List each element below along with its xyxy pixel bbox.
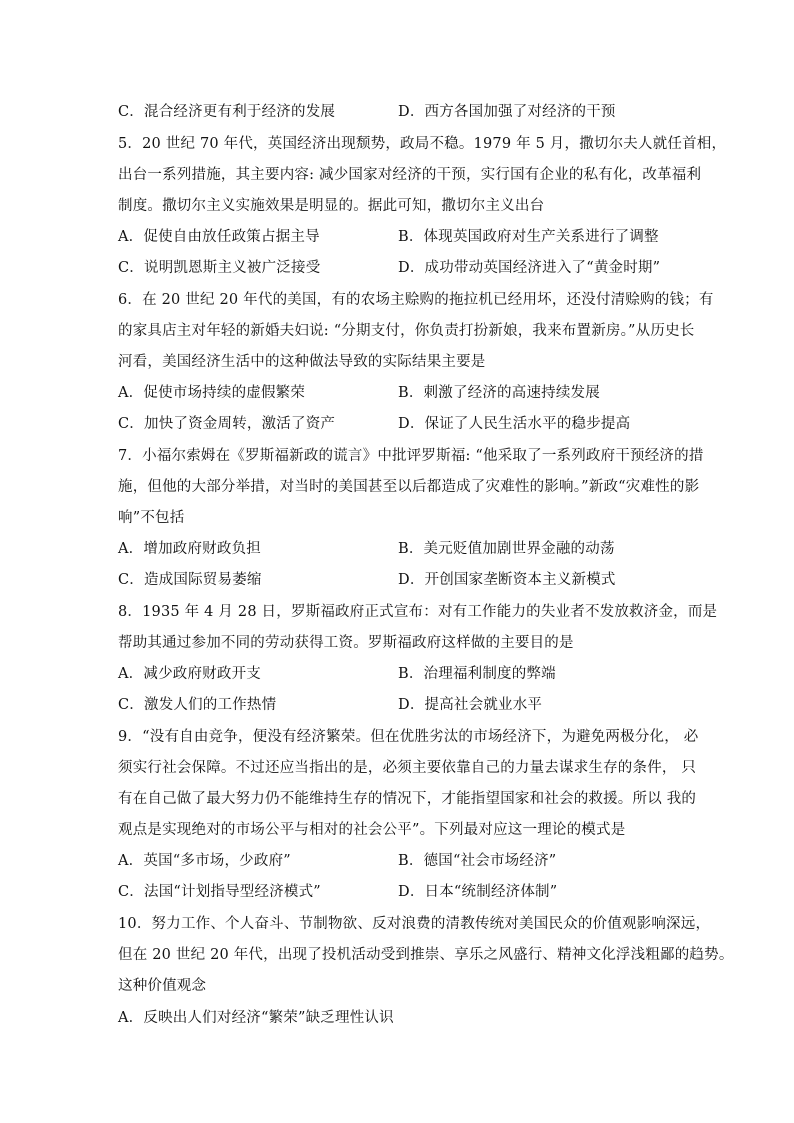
q4-option-c: C．混合经济更有利于经济的发展 <box>118 104 336 120</box>
q7-option-d: D．开创国家垄断资本主义新模式 <box>398 572 616 588</box>
q8-stem-line-2: 帮助其通过参加不同的劳动获得工资。罗斯福政府这样做的主要目的是 <box>118 635 574 651</box>
q9-option-c: C．法国“计划指导型经济模式” <box>118 884 321 900</box>
q6-option-d: D．保证了人民生活水平的稳步提高 <box>398 416 631 432</box>
q10-stem-line-1: 10．努力工作、个人奋斗、节制物欲、反对浪费的清教传统对美国民众的价值观影响深远， <box>118 916 711 932</box>
q8-option-c: C．激发人们的工作热情 <box>118 697 277 713</box>
q10-stem-line-3: 这种价值观念 <box>118 978 207 994</box>
q9-option-b: B．德国“社会市场经济” <box>398 853 557 869</box>
q5-option-b: B．体现英国政府对生产关系进行了调整 <box>398 229 659 245</box>
q8-option-b: B．治理福利制度的弊端 <box>398 666 556 682</box>
q5-option-d: D．成功带动英国经济进入了“黄金时期” <box>398 260 661 276</box>
q6-stem-line-2: 的家具店主对年轻的新婚夫妇说: “分期支付，你负责打扮新娘，我来布置新房。”从历史长 <box>118 323 695 339</box>
q7-stem-line-1: 7．小福尔索姆在《罗斯福新政的谎言》中批评罗斯福: “他采取了一系列政府干预经济的措 <box>118 448 704 464</box>
q7-option-b: B．美元贬值加剧世界金融的动荡 <box>398 541 615 557</box>
q4-option-d: D．西方各国加强了对经济的干预 <box>398 104 616 120</box>
q8-option-a: A．减少政府财政开支 <box>118 666 261 682</box>
q5-option-a: A．促使自由放任政策占据主导 <box>118 229 320 245</box>
q5-stem-line-3: 制度。撒切尔主义实施效果是明显的。据此可知，撒切尔主义出台 <box>118 198 545 214</box>
q9-stem-line-2: 须实行社会保障。不过还应当指出的是，必须主要依靠自己的力量去谋求生存的条件， 只 <box>118 760 697 776</box>
q5-stem-line-2: 出台一系列措施，其主要内容: 减少国家对经济的干预，实行国有企业的私有化，改革福利 <box>118 167 702 183</box>
q9-option-a: A．英国“多市场，少政府” <box>118 853 291 869</box>
q10-stem-line-2: 但在 20 世纪 20 年代，出现了投机活动受到推崇、享乐之风盛行、精神文化浮浅粗鄙的趋势。 <box>118 947 734 963</box>
q8-stem-line-1: 8．1935 年 4 月 28 日，罗斯福政府正式宣布：对有工作能力的失业者不发放救济金，而是 <box>118 604 718 620</box>
q8-option-d: D．提高社会就业水平 <box>398 697 543 713</box>
q5-stem-line-1: 5．20 世纪 70 年代，英国经济出现颓势，政局不稳。1979 年 5 月，撒切尔夫人就任首相， <box>118 136 727 152</box>
q10-option-a: A．反映出人们对经济“繁荣”缺乏理性认识 <box>118 1010 394 1026</box>
q7-stem-line-3: 响”不包括 <box>118 510 185 526</box>
q6-option-a: A．促使市场持续的虚假繁荣 <box>118 385 306 401</box>
q7-option-c: C．造成国际贸易萎缩 <box>118 572 262 588</box>
q9-option-d: D．日本“统制经济体制” <box>398 884 558 900</box>
q6-option-c: C．加快了资金周转，激活了资产 <box>118 416 336 432</box>
q7-stem-line-2: 施，但他的大部分举措，对当时的美国甚至以后都造成了灾难性的影响。”新政“灾难性的影 <box>118 479 700 495</box>
q9-stem-line-3: 有在自己做了最大努力仍不能维持生存的情况下，才能指望国家和社会的救援。所以 我的 <box>118 791 697 807</box>
q6-stem-line-3: 河看，美国经济生活中的这种做法导致的实际结果主要是 <box>118 354 486 370</box>
q5-option-c: C．说明凯恩斯主义被广泛接受 <box>118 260 321 276</box>
q6-option-b: B．刺激了经济的高速持续发展 <box>398 385 600 401</box>
q6-stem-line-1: 6．在 20 世纪 20 年代的美国，有的农场主赊购的拖拉机已经用坏，还没付清赊购的钱；有 <box>118 292 714 308</box>
q9-stem-line-4: 观点是实现绝对的市场公平与相对的社会公平”。下列最对应这一理论的模式是 <box>118 822 626 838</box>
q9-stem-line-1: 9．“没有自由竞争，便没有经济繁荣。但在优胜劣汰的市场经济下，为避免两极分化， 必 <box>118 729 699 745</box>
q7-option-a: A．增加政府财政负担 <box>118 541 261 557</box>
